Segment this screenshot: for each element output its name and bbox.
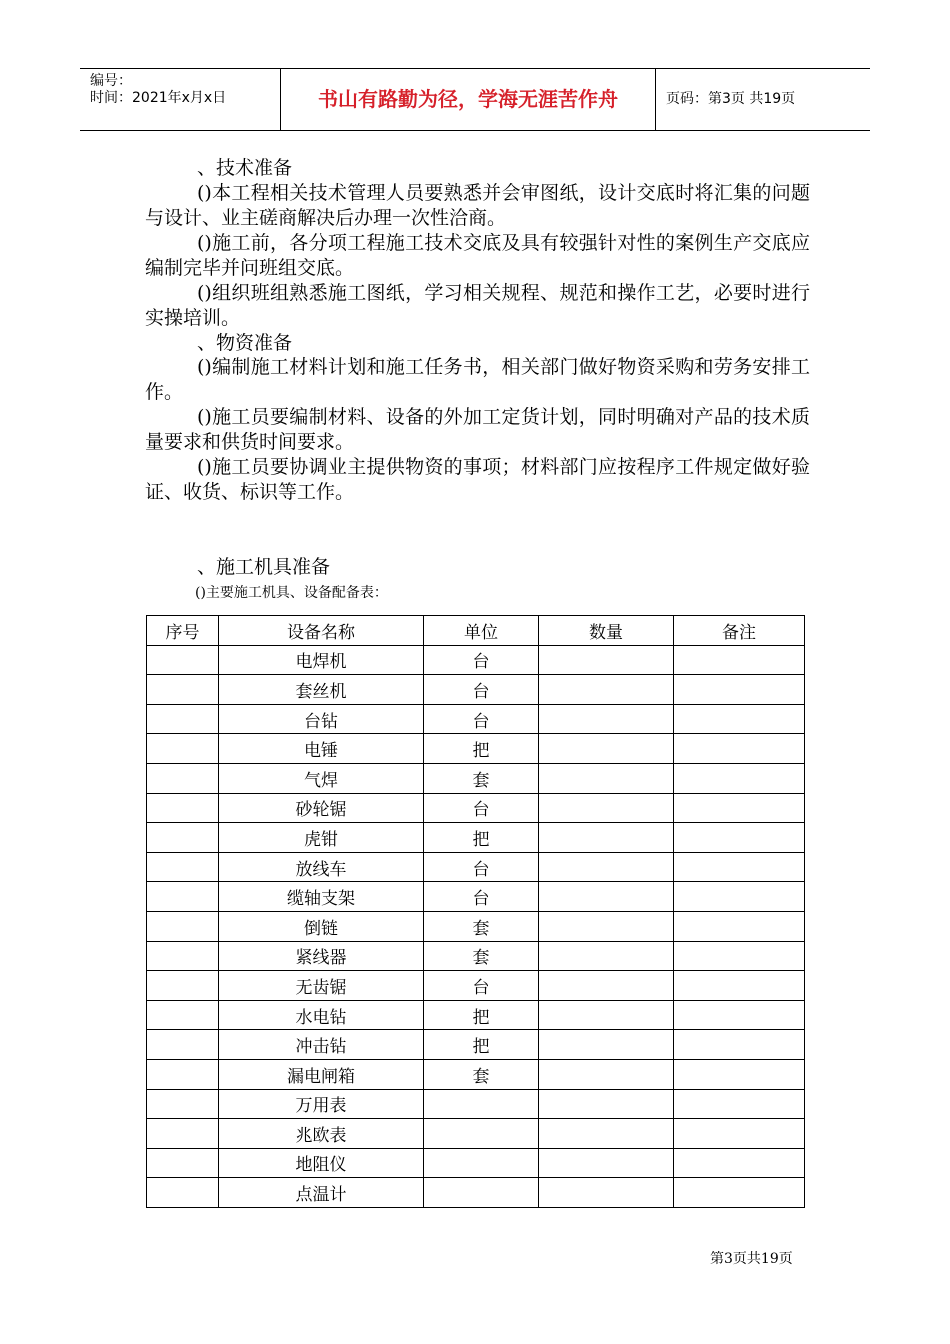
cell-remarks [674, 704, 805, 734]
cell-quantity [539, 1059, 674, 1089]
cell-quantity [539, 911, 674, 941]
table-row [147, 852, 805, 882]
cell-equipment-name: 气焊 [219, 763, 424, 793]
header-meta [80, 69, 281, 130]
cell-index [147, 793, 219, 823]
paragraph-material-2: ()施工员要编制材料、设备的外加工定货计划，同时明确对产品的技术质量要求和供货时间要求。 [145, 406, 810, 453]
table-row [147, 1089, 805, 1119]
table-row [147, 1030, 805, 1060]
col-header-remarks: 备注 [674, 616, 805, 646]
cell-unit: 台 [424, 793, 539, 823]
cell-equipment-name: 水电钻 [219, 1000, 424, 1030]
cell-index [147, 882, 219, 912]
cell-unit: 台 [424, 852, 539, 882]
cell-remarks [674, 793, 805, 823]
cell-quantity [539, 1000, 674, 1030]
cell-index [147, 645, 219, 675]
cell-remarks [674, 763, 805, 793]
cell-unit: 把 [424, 823, 539, 853]
cell-unit: 套 [424, 1059, 539, 1089]
cell-index [147, 1030, 219, 1060]
cell-equipment-name: 电焊机 [219, 645, 424, 675]
table-row [147, 1000, 805, 1030]
cell-remarks [674, 1178, 805, 1208]
cell-remarks [674, 675, 805, 705]
cell-index [147, 911, 219, 941]
section-heading-tech: 、技术准备 [197, 157, 293, 179]
cell-quantity [539, 793, 674, 823]
page-header [80, 68, 870, 131]
cell-equipment-name: 地阻仪 [219, 1148, 424, 1178]
table-caption: ()主要施工机具、设备配备表： [195, 585, 388, 601]
cell-quantity [539, 704, 674, 734]
table-row [147, 734, 805, 764]
table-row [147, 1148, 805, 1178]
cell-remarks [674, 734, 805, 764]
cell-unit: 套 [424, 911, 539, 941]
paragraph-tech-2: ()施工前，各分项工程施工技术交底及具有较强针对性的案例生产交底应编制完毕并问班组交底。 [145, 232, 810, 279]
table-row [147, 911, 805, 941]
cell-quantity [539, 1119, 674, 1149]
paragraph-tech-1: ()本工程相关技术管理人员要熟悉并会审图纸，设计交底时将汇集的问题与设计、业主磋商解决后办理一次性洽商。 [145, 182, 810, 229]
table-header-row [147, 616, 805, 646]
cell-quantity [539, 1030, 674, 1060]
cell-remarks [674, 823, 805, 853]
cell-equipment-name: 倒链 [219, 911, 424, 941]
cell-remarks [674, 882, 805, 912]
cell-index [147, 1148, 219, 1178]
cell-remarks [674, 1059, 805, 1089]
cell-equipment-name: 漏电闸箱 [219, 1059, 424, 1089]
cell-quantity [539, 1089, 674, 1119]
cell-unit: 套 [424, 941, 539, 971]
cell-remarks [674, 645, 805, 675]
cell-quantity [539, 882, 674, 912]
cell-quantity [539, 941, 674, 971]
table-row [147, 1059, 805, 1089]
col-header-index: 序号 [147, 616, 219, 646]
cell-equipment-name: 台钻 [219, 704, 424, 734]
cell-index [147, 1059, 219, 1089]
cell-quantity [539, 645, 674, 675]
table-row [147, 1178, 805, 1208]
table-row [147, 675, 805, 705]
section-heading-machinery: 、施工机具准备 [197, 556, 331, 578]
cell-unit [424, 1148, 539, 1178]
table-row [147, 823, 805, 853]
cell-index [147, 704, 219, 734]
cell-index [147, 1089, 219, 1119]
cell-equipment-name: 电锤 [219, 734, 424, 764]
paragraph-material-1: ()编制施工材料计划和施工任务书，相关部门做好物资采购和劳务安排工作。 [145, 356, 810, 403]
cell-index [147, 1119, 219, 1149]
cell-remarks [674, 1148, 805, 1178]
paragraph-material-3: ()施工员要协调业主提供物资的事项；材料部门应按程序工件规定做好验证、收货、标识等工作。 [145, 456, 810, 503]
cell-equipment-name: 虎钳 [219, 823, 424, 853]
cell-equipment-name: 无齿锯 [219, 971, 424, 1001]
cell-equipment-name: 冲击钻 [219, 1030, 424, 1060]
section-heading-material: 、物资准备 [197, 332, 293, 354]
cell-unit [424, 1089, 539, 1119]
table-row [147, 971, 805, 1001]
cell-unit: 把 [424, 1030, 539, 1060]
cell-quantity [539, 675, 674, 705]
col-header-quantity: 数量 [539, 616, 674, 646]
cell-remarks [674, 941, 805, 971]
cell-quantity [539, 763, 674, 793]
cell-unit: 台 [424, 882, 539, 912]
cell-quantity [539, 971, 674, 1001]
table-row [147, 793, 805, 823]
cell-equipment-name: 紧线器 [219, 941, 424, 971]
cell-index [147, 971, 219, 1001]
cell-index [147, 941, 219, 971]
cell-remarks [674, 1030, 805, 1060]
cell-remarks [674, 1000, 805, 1030]
cell-equipment-name: 放线车 [219, 852, 424, 882]
cell-quantity [539, 823, 674, 853]
cell-index [147, 823, 219, 853]
cell-unit: 把 [424, 734, 539, 764]
table-row [147, 645, 805, 675]
col-header-unit: 单位 [424, 616, 539, 646]
cell-remarks [674, 911, 805, 941]
cell-remarks [674, 971, 805, 1001]
table-row [147, 704, 805, 734]
cell-equipment-name: 砂轮锯 [219, 793, 424, 823]
cell-remarks [674, 1119, 805, 1149]
header-page-info: 页码：第3页 共19页 [666, 91, 796, 107]
cell-remarks [674, 1089, 805, 1119]
cell-unit: 套 [424, 763, 539, 793]
table-row [147, 941, 805, 971]
cell-equipment-name: 兆欧表 [219, 1119, 424, 1149]
cell-index [147, 1178, 219, 1208]
cell-unit [424, 1119, 539, 1149]
cell-unit: 台 [424, 971, 539, 1001]
header-motto: 书山有路勤为径，学海无涯苦作舟 [281, 69, 656, 130]
cell-unit [424, 1178, 539, 1208]
cell-unit: 台 [424, 704, 539, 734]
cell-unit: 台 [424, 645, 539, 675]
equipment-table [146, 615, 805, 1208]
paragraph-tech-3: ()组织班组熟悉施工图纸，学习相关规程、规范和操作工艺，必要时进行实操培训。 [145, 282, 810, 329]
cell-equipment-name: 套丝机 [219, 675, 424, 705]
table-row [147, 763, 805, 793]
cell-index [147, 852, 219, 882]
cell-index [147, 734, 219, 764]
page-footer: 第3页共19页 [710, 1251, 793, 1267]
cell-remarks [674, 852, 805, 882]
cell-equipment-name: 万用表 [219, 1089, 424, 1119]
table-row [147, 1119, 805, 1149]
cell-unit: 把 [424, 1000, 539, 1030]
cell-quantity [539, 734, 674, 764]
cell-index [147, 763, 219, 793]
table-row [147, 882, 805, 912]
cell-unit: 台 [424, 675, 539, 705]
cell-index [147, 1000, 219, 1030]
cell-quantity [539, 1148, 674, 1178]
cell-index [147, 675, 219, 705]
cell-equipment-name: 点温计 [219, 1178, 424, 1208]
cell-quantity [539, 852, 674, 882]
document-date: 时间：2021年x月x日 [90, 90, 227, 106]
document-number-label: 编号： [90, 73, 132, 89]
cell-quantity [539, 1178, 674, 1208]
cell-equipment-name: 缆轴支架 [219, 882, 424, 912]
col-header-name: 设备名称 [219, 616, 424, 646]
